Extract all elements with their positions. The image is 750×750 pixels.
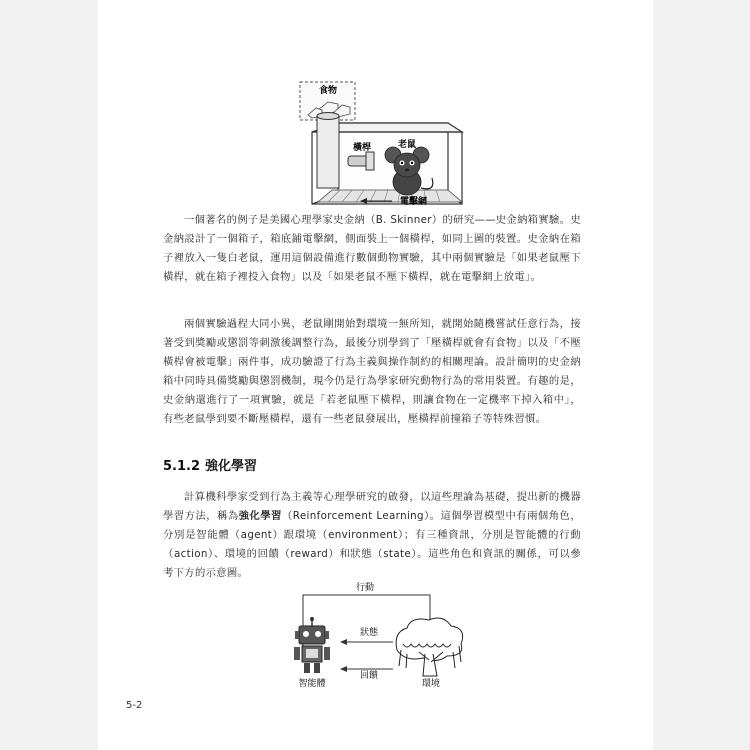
reinforcement-term: 強化學習 bbox=[238, 510, 282, 522]
page-number: 5-2 bbox=[126, 700, 143, 711]
agent-label: 智能體 bbox=[298, 679, 326, 689]
paragraph-experiment: 兩個實驗過程大同小異，老鼠剛開始對環境一無所知，就開始隨機嘗試任意行為，接著受到獎勵或懲罰等刺激後調整行為，最後分別學到了「壓橫桿就會有食物」以及「不壓橫桿會被電擊」兩件事，成功驗證了行為主義與操作制約的相關理論。設計簡明的史金納箱中同時具備獎勵與懲罰機制，現今仍是行為學家研究動物行為的常用裝置。有趣的是，史金納還進行了一項實驗，就是「若老鼠壓下橫桿，則讓食物在一定機率下掉入箱中」，有些老鼠學到要不斷壓橫桿，還有一些老鼠發展出，壓橫桿前撞箱子等特殊習慣。 bbox=[163, 318, 581, 425]
grid-label: 電擊網 bbox=[400, 197, 428, 207]
reward-label: 回饋 bbox=[359, 671, 379, 681]
tree-icon bbox=[396, 618, 463, 676]
shock-grid bbox=[318, 190, 462, 202]
rl-loop-figure bbox=[175, 580, 475, 690]
state-label: 狀態 bbox=[359, 628, 379, 638]
paragraph-reinforcement bbox=[163, 488, 581, 583]
paragraph-reinforcement-after: （Reinforcement Learning）。這個學習模型中有兩個角色，分別是智能體（agent）跟環境（environment）；有三種資訊，分別是智能體的行動（action）、環境的回饋（reward）和狀態（state）。這些角色和資訊的關係，可以參考下方的示意圖。 bbox=[163, 510, 581, 579]
section-heading bbox=[163, 455, 257, 474]
skinner-box-figure bbox=[200, 80, 480, 210]
env-label: 環境 bbox=[421, 679, 441, 689]
food-tube bbox=[317, 116, 339, 188]
section-title: 強化學習 bbox=[205, 459, 258, 474]
action-label: 行動 bbox=[355, 583, 375, 593]
food-label: 食物 bbox=[318, 86, 338, 96]
section-number: 5.1.2 bbox=[163, 459, 201, 474]
lever-label: 橫桿 bbox=[353, 143, 372, 153]
rat-label: 老鼠 bbox=[397, 140, 417, 150]
paragraph-skinner-intro: 一個著名的例子是美國心理學家史金納（B. Skinner）的研究——史金納箱實驗。史金納設計了一個箱子，箱底鋪電擊網，側面裝上一個橫桿，如同上圖的裝置。史金納在箱子裡放入一隻白老鼠，運用這個設備進行數個動物實驗，其中兩個實驗是「如果老鼠壓下橫桿，就在箱子裡投入食物」以及「如果老鼠不壓下橫桿，就在電擊網上放電」。 bbox=[163, 214, 581, 283]
robot-icon bbox=[294, 617, 330, 673]
paragraph-reinforcement-before: 計算機科學家受到行為主義等心理學研究的啟發，以這些理論為基礎，提出新的機器學習方法，稱為 bbox=[163, 491, 581, 522]
